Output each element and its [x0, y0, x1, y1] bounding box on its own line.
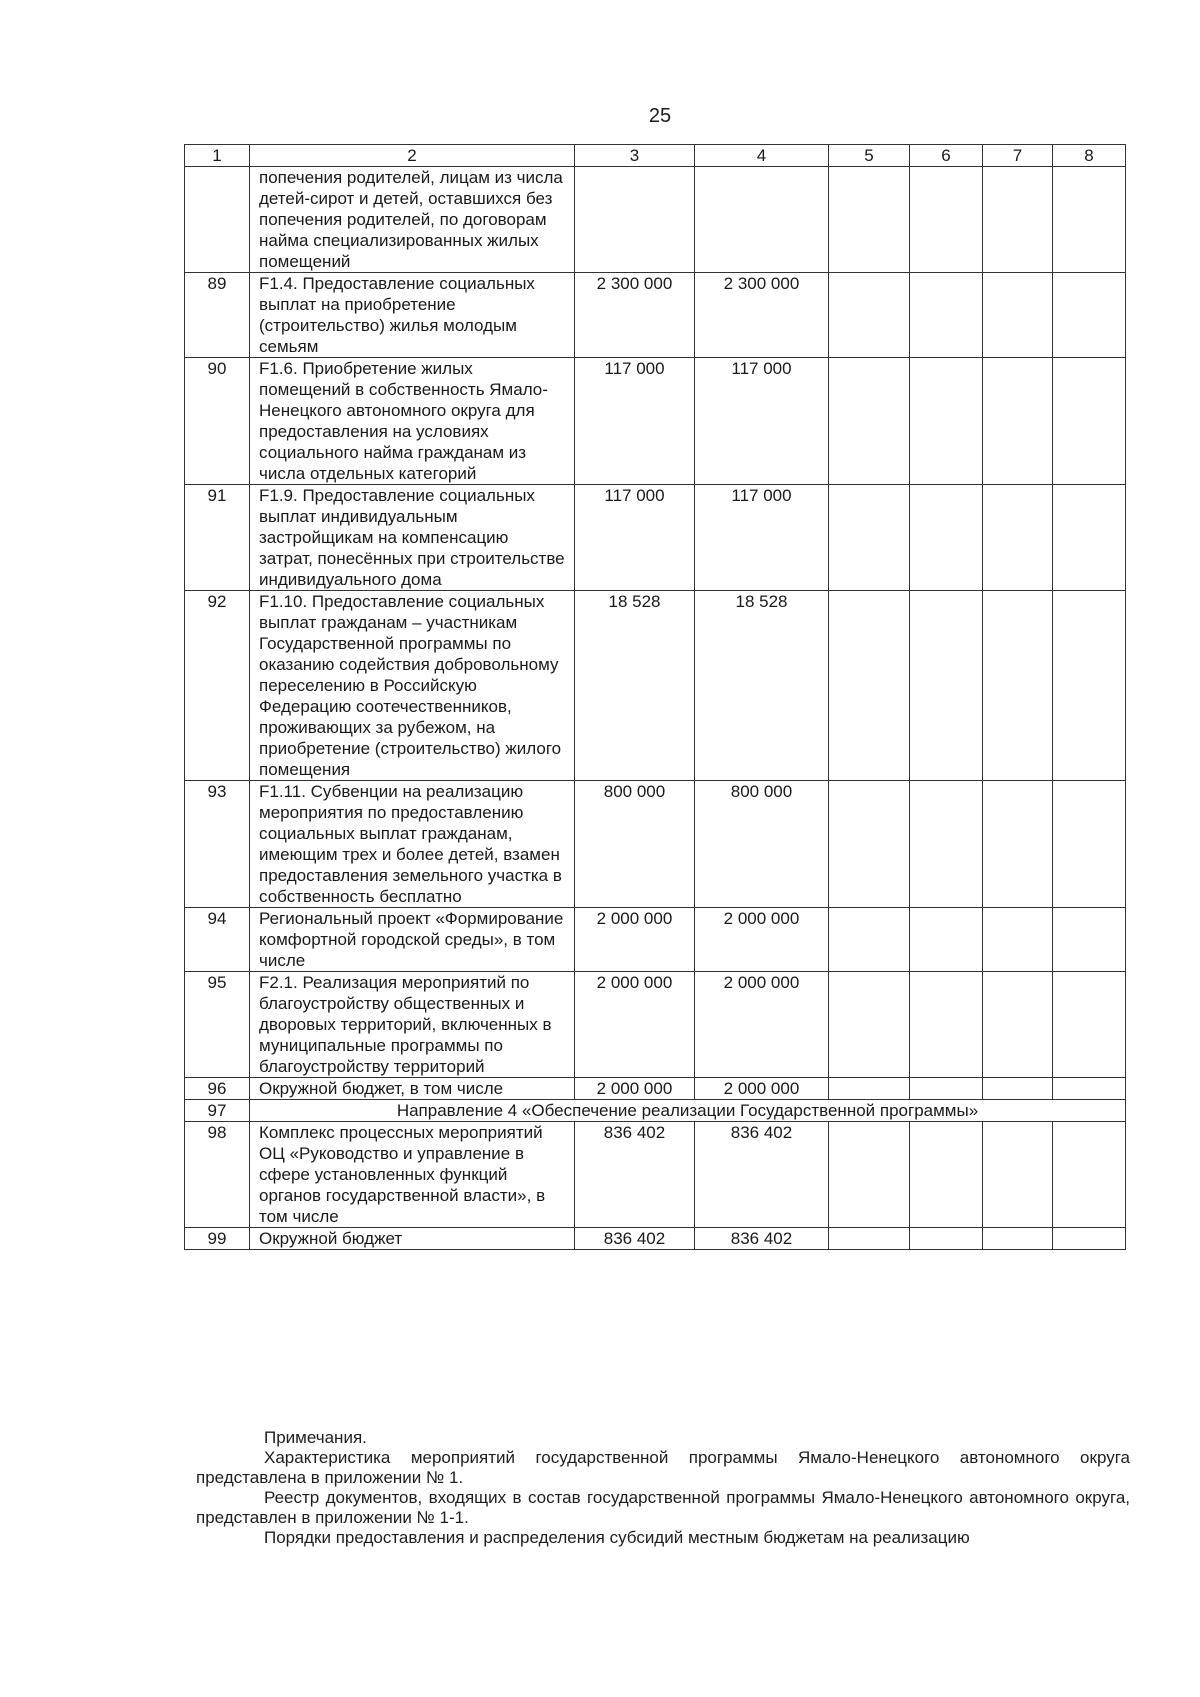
table-row [185, 273, 1126, 358]
funding-table [184, 144, 1126, 1250]
value-cell-col6 [910, 1078, 983, 1100]
description-cell: Окружной бюджет [250, 1228, 575, 1250]
table-row [185, 1122, 1126, 1228]
value-cell-col6 [910, 358, 983, 485]
value-cell-col7 [983, 591, 1053, 781]
value-cell-col8 [1053, 485, 1126, 591]
note-paragraph: Реестр документов, входящих в состав государственной программы Ямало-Ненецкого автономного округа, представлен в приложении № 1-1. [196, 1488, 1130, 1527]
description-cell: F1.9. Предоставление социальных выплат индивидуальным застройщикам на компенсацию затрат, понесённых при строительстве индивидуального дома [250, 485, 575, 591]
note-paragraph: Характеристика мероприятий государственной программы Ямало-Ненецкого автономного округа представлена в приложении № 1. [196, 1448, 1130, 1487]
row-number: 96 [185, 1078, 250, 1100]
description-cell: F2.1. Реализация мероприятий по благоустройству общественных и дворовых территорий, включенных в муниципальные программы по благоустройству территорий [250, 972, 575, 1078]
value-cell-col3: 836 402 [575, 1228, 695, 1250]
description-cell: попечения родителей, лицам из числа детей-сирот и детей, оставшихся без попечения родителей, по договорам найма специализированных жилых помещений [250, 167, 575, 273]
row-number: 97 [185, 1100, 250, 1122]
row-number [185, 167, 250, 273]
table-row [185, 972, 1126, 1078]
value-cell-col8 [1053, 1078, 1126, 1100]
value-cell-col6 [910, 591, 983, 781]
note-paragraph: Порядки предоставления и распределения субсидий местным бюджетам на реализацию [264, 1528, 970, 1547]
table-row [185, 908, 1126, 972]
value-cell-col5 [829, 591, 910, 781]
value-cell-col8 [1053, 591, 1126, 781]
value-cell-col7 [983, 972, 1053, 1078]
value-cell-col6 [910, 273, 983, 358]
column-header: 5 [829, 145, 910, 167]
table-body [185, 167, 1126, 1250]
row-number: 98 [185, 1122, 250, 1228]
value-cell-col5 [829, 167, 910, 273]
value-cell-col3: 2 000 000 [575, 908, 695, 972]
value-cell-col3: 117 000 [575, 485, 695, 591]
column-header: 2 [250, 145, 575, 167]
value-cell-col6 [910, 972, 983, 1078]
value-cell-col8 [1053, 273, 1126, 358]
value-cell-col8 [1053, 1122, 1126, 1228]
description-cell: Окружной бюджет, в том числе [250, 1078, 575, 1100]
table-row [185, 1078, 1126, 1100]
value-cell-col7 [983, 908, 1053, 972]
value-cell-col8 [1053, 167, 1126, 273]
value-cell-col8 [1053, 1228, 1126, 1250]
value-cell-col4: 117 000 [695, 485, 829, 591]
value-cell-col8 [1053, 908, 1126, 972]
value-cell-col8 [1053, 358, 1126, 485]
value-cell-col5 [829, 781, 910, 908]
value-cell-col3: 836 402 [575, 1122, 695, 1228]
value-cell-col5 [829, 1078, 910, 1100]
value-cell-col7 [983, 485, 1053, 591]
value-cell-col4 [695, 167, 829, 273]
table-row [185, 1228, 1126, 1250]
table-row [185, 591, 1126, 781]
description-cell: Комплекс процессных мероприятий ОЦ «Руководство и управление в сфере установленных функций органов государственной власти», в том числе [250, 1122, 575, 1228]
value-cell-col7 [983, 781, 1053, 908]
table-row [185, 358, 1126, 485]
value-cell-col5 [829, 1228, 910, 1250]
description-cell: F1.11. Субвенции на реализацию мероприятия по предоставлению социальных выплат гражданам, имеющим трех и более детей, взамен предоставления земельного участка в собственность бесплатно [250, 781, 575, 908]
value-cell-col5 [829, 358, 910, 485]
value-cell-col3: 2 000 000 [575, 972, 695, 1078]
value-cell-col4: 2 000 000 [695, 1078, 829, 1100]
row-number: 93 [185, 781, 250, 908]
notes-title: Примечания. [264, 1428, 367, 1447]
value-cell-col6 [910, 781, 983, 908]
value-cell-col4: 117 000 [695, 358, 829, 485]
description-cell: F1.4. Предоставление социальных выплат на приобретение (строительство) жилья молодым семьям [250, 273, 575, 358]
table-header-row [185, 145, 1126, 167]
column-header: 4 [695, 145, 829, 167]
value-cell-col4: 836 402 [695, 1122, 829, 1228]
value-cell-col5 [829, 972, 910, 1078]
row-number: 89 [185, 273, 250, 358]
value-cell-col4: 18 528 [695, 591, 829, 781]
page-number: 25 [648, 105, 672, 127]
value-cell-col8 [1053, 972, 1126, 1078]
column-header: 8 [1053, 145, 1126, 167]
row-number: 99 [185, 1228, 250, 1250]
value-cell-col4: 2 000 000 [695, 908, 829, 972]
notes-section [196, 1428, 1130, 1548]
value-cell-col4: 2 000 000 [695, 972, 829, 1078]
table-row [185, 1100, 1126, 1122]
value-cell-col5 [829, 485, 910, 591]
value-cell-col6 [910, 1122, 983, 1228]
row-number: 94 [185, 908, 250, 972]
value-cell-col4: 800 000 [695, 781, 829, 908]
value-cell-col7 [983, 1122, 1053, 1228]
column-header: 7 [983, 145, 1053, 167]
row-number: 91 [185, 485, 250, 591]
value-cell-col6 [910, 167, 983, 273]
description-cell: F1.10. Предоставление социальных выплат гражданам – участникам Государственной программы по оказанию содействия добровольному переселению в Российскую Федерацию соотечественников, проживающих за рубежом, на приобретение (строительство) жилого помещения [250, 591, 575, 781]
value-cell-col5 [829, 908, 910, 972]
row-number: 95 [185, 972, 250, 1078]
description-cell: Региональный проект «Формирование комфортной городской среды», в том числе [250, 908, 575, 972]
value-cell-col3: 800 000 [575, 781, 695, 908]
value-cell-col3: 117 000 [575, 358, 695, 485]
description-cell: F1.6. Приобретение жилых помещений в собственность Ямало-Ненецкого автономного округа для предоставления на условиях социального найма гражданам из числа отдельных категорий [250, 358, 575, 485]
row-number: 90 [185, 358, 250, 485]
section-heading-cell: Направление 4 «Обеспечение реализации Государственной программы» [250, 1100, 1126, 1122]
value-cell-col3: 2 000 000 [575, 1078, 695, 1100]
table-row [185, 781, 1126, 908]
value-cell-col4: 836 402 [695, 1228, 829, 1250]
value-cell-col7 [983, 167, 1053, 273]
value-cell-col7 [983, 1228, 1053, 1250]
value-cell-col7 [983, 358, 1053, 485]
value-cell-col4: 2 300 000 [695, 273, 829, 358]
table-row [185, 167, 1126, 273]
value-cell-col7 [983, 1078, 1053, 1100]
value-cell-col8 [1053, 781, 1126, 908]
value-cell-col6 [910, 1228, 983, 1250]
value-cell-col3: 18 528 [575, 591, 695, 781]
column-header: 3 [575, 145, 695, 167]
value-cell-col3: 2 300 000 [575, 273, 695, 358]
column-header: 1 [185, 145, 250, 167]
value-cell-col3 [575, 167, 695, 273]
value-cell-col5 [829, 273, 910, 358]
value-cell-col7 [983, 273, 1053, 358]
row-number: 92 [185, 591, 250, 781]
column-header: 6 [910, 145, 983, 167]
table-row [185, 485, 1126, 591]
value-cell-col6 [910, 908, 983, 972]
value-cell-col5 [829, 1122, 910, 1228]
value-cell-col6 [910, 485, 983, 591]
